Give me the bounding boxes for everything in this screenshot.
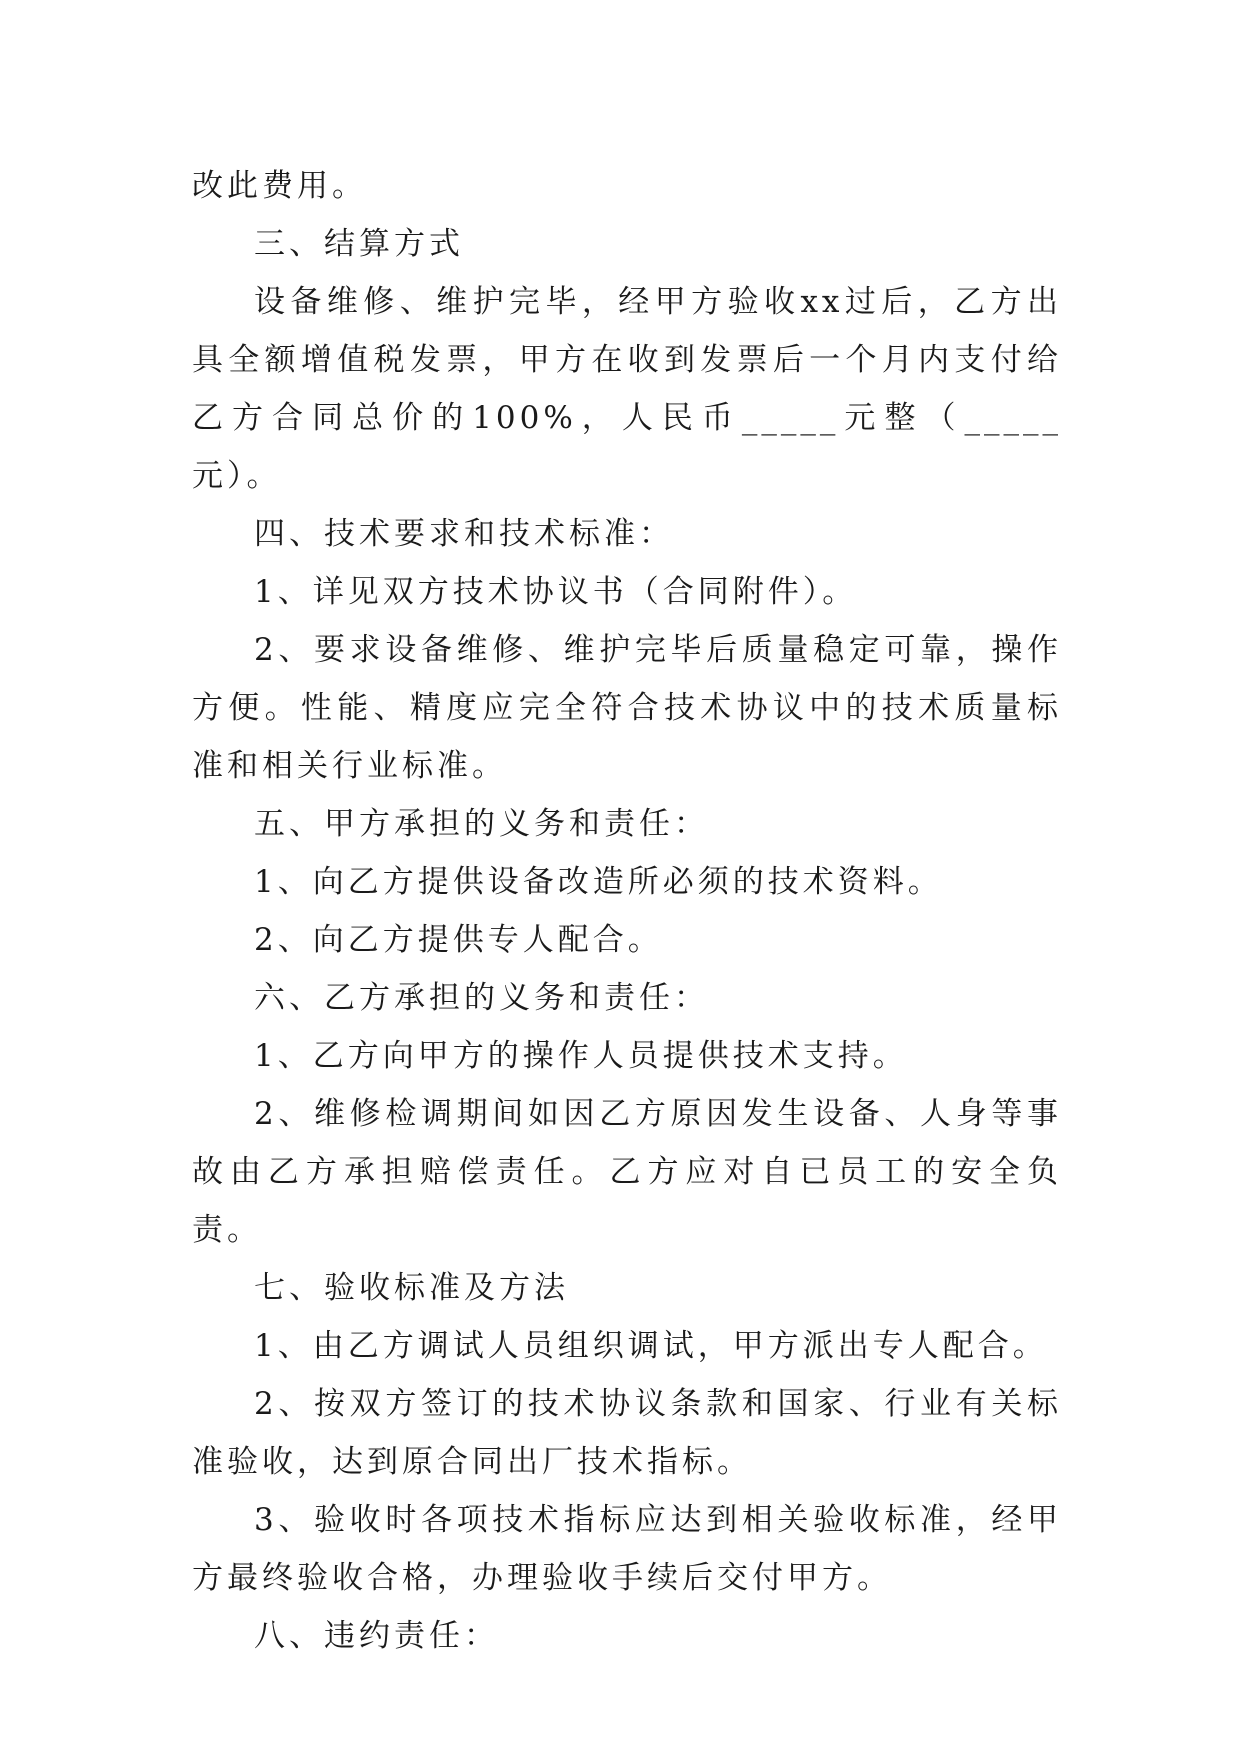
paragraph: 2、维修检调期间如因乙方原因发生设备、人身等事故由乙方承担赔偿责任。乙方应对自已员工的安全负责。 xyxy=(192,1096,1062,1248)
paragraph: 设备维修、维护完毕，经甲方验收xx过后，乙方出具全额增值税发票，甲方在收到发票后一个月内支付给乙方合同总价的100%，人民币_____元整（_____元）。 xyxy=(192,284,1062,494)
paragraph: 2、要求设备维修、维护完毕后质量稳定可靠，操作方便。性能、精度应完全符合技术协议中的技术质量标准和相关行业标准。 xyxy=(192,632,1062,784)
section-heading: 六、乙方承担的义务和责任： xyxy=(254,980,709,1016)
document-body xyxy=(192,157,1062,1665)
paragraph: 1、乙方向甲方的操作人员提供技术支持。 xyxy=(254,1038,908,1074)
paragraph: 2、向乙方提供专人配合。 xyxy=(254,922,663,958)
paragraph: 改此费用。 xyxy=(192,168,367,204)
section-heading: 八、违约责任： xyxy=(254,1618,499,1654)
section-heading: 七、验收标准及方法 xyxy=(254,1270,569,1306)
section-heading: 四、技术要求和技术标准： xyxy=(254,516,674,552)
section-heading: 五、甲方承担的义务和责任： xyxy=(254,806,709,842)
paragraph: 1、详见双方技术协议书（合同附件）。 xyxy=(254,574,858,610)
section-heading: 三、结算方式 xyxy=(254,226,464,262)
paragraph: 2、按双方签订的技术协议条款和国家、行业有关标准验收，达到原合同出厂技术指标。 xyxy=(192,1386,1062,1480)
paragraph: 1、由乙方调试人员组织调试，甲方派出专人配合。 xyxy=(254,1328,1048,1364)
paragraph: 3、验收时各项技术指标应达到相关验收标准，经甲方最终验收合格，办理验收手续后交付甲方。 xyxy=(192,1502,1062,1596)
paragraph: 1、向乙方提供设备改造所必须的技术资料。 xyxy=(254,864,943,900)
